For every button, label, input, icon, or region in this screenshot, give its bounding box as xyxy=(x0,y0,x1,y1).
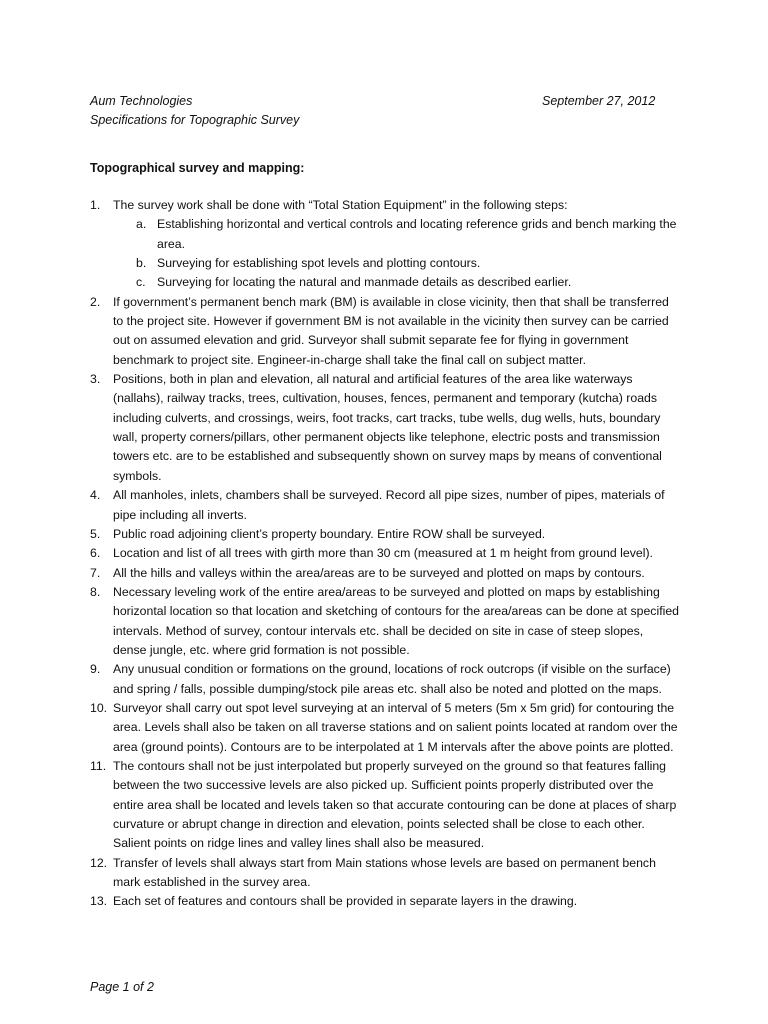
item-number: 2. xyxy=(90,294,101,309)
list-item xyxy=(90,564,680,583)
item-text: The contours shall not be just interpolated but properly surveyed on the ground so that features falling between the two successive levels are also picked up. Sufficient points properly distributed over the entire area shall be located and levels taken so that accurate contouring can be done at places of sharp curvature or abrupt change in direction and elevation, points selected shall be close to each other. Salient points on ridge lines and valley lines shall also be measured. xyxy=(113,758,677,851)
section-heading: Topographical survey and mapping: xyxy=(90,161,305,175)
item-text: Any unusual condition or formations on the ground, locations of rock outcrops (if visible on the surface) and spring / falls, possible dumping/stock pile areas etc. shall also be noted and plotted on the maps. xyxy=(113,662,671,696)
list-item xyxy=(90,699,680,757)
sub-list-item xyxy=(113,254,680,273)
item-text: The survey work shall be done with “Total Station Equipment” in the following steps: xyxy=(113,198,568,212)
item-number: 7. xyxy=(90,565,101,580)
item-text: Each set of features and contours shall be provided in separate layers in the drawing. xyxy=(113,894,578,909)
sub-item-text: Surveying for establishing spot levels and plotting contours. xyxy=(157,256,481,271)
sub-item-letter: b. xyxy=(136,256,147,271)
item-number: 10. xyxy=(90,700,108,715)
list-item xyxy=(90,196,680,293)
sub-list-item xyxy=(113,273,680,292)
sub-item-text: Surveying for locating the natural and manmade details as described earlier. xyxy=(157,275,572,290)
item-text: Public road adjoining client’s property boundary. Entire ROW shall be surveyed. xyxy=(113,526,546,541)
sub-item-text: Establishing horizontal and vertical controls and locating reference grids and bench marking the area. xyxy=(157,217,677,251)
list-item xyxy=(90,370,680,486)
item-text: All the hills and valleys within the area/areas are to be surveyed and plotted on maps by contours. xyxy=(113,565,645,580)
list-item xyxy=(90,757,680,854)
item-text: All manholes, inlets, chambers shall be surveyed. Record all pipe sizes, number of pipes, materials of pipe including all inverts. xyxy=(113,488,665,522)
sub-item-letter: a. xyxy=(136,217,147,232)
document-subject: Specifications for Topographic Survey xyxy=(90,113,300,127)
item-number: 4. xyxy=(90,488,101,503)
item-number: 11. xyxy=(90,758,107,773)
sub-item-letter: c. xyxy=(136,275,146,290)
item-text: Location and list of all trees with girth more than 30 cm (measured at 1 m height from ground level). xyxy=(113,546,653,561)
item-text: If government’s permanent bench mark (BM) is available in close vicinity, then that shall be transferred to the project site. However if government BM is not available in the vicinity then survey can be carried out on assumed elevation and grid. Surveyor shall submit separate fee for flying in government benchmark to project site. Engineer-in-charge shall take the final call on subject matter. xyxy=(113,294,669,367)
item-text: Surveyor shall carry out spot level surveying at an interval of 5 meters (5m x 5m grid) for contouring the area. Levels shall also be taken on all traverse stations and on salient points located at random over the area (ground points). Contours are to be interpolated at 1 M intervals after the above points are plotted. xyxy=(113,700,678,754)
item-number: 9. xyxy=(90,662,101,677)
item-number: 12. xyxy=(90,855,108,870)
item-text: Necessary leveling work of the entire area/areas to be surveyed and plotted on maps by establishing horizontal location so that location and sketching of contours for the area/areas can be done at specified intervals. Method of survey, contour intervals etc. shall be decided on site in case of steep slopes, dense jungle, etc. where grid formation is not possible. xyxy=(113,584,680,657)
list-item xyxy=(90,583,680,660)
company-name: Aum Technologies xyxy=(90,94,193,108)
list-item xyxy=(90,486,680,525)
item-number: 3. xyxy=(90,372,101,387)
item-text: Positions, both in plan and elevation, all natural and artificial features of the area like waterways (nallahs), railway tracks, trees, cultivation, houses, fences, permanent and temporary (kutcha) roads including culverts, and crossings, weirs, foot tracks, cart tracks, tube wells, dug wells, huts, boundary wall, property corners/pillars, other permanent objects like telephone, electric posts and transmission towers etc. are to be established and subsequently shown on survey maps by means of conventional symbols. xyxy=(113,372,662,483)
sub-list-item xyxy=(113,215,680,254)
list-item xyxy=(90,892,680,911)
item-number: 8. xyxy=(90,584,101,599)
item-number: 5. xyxy=(90,526,101,541)
list-item xyxy=(90,854,680,893)
list-item xyxy=(90,660,680,699)
item-number: 13. xyxy=(90,894,108,909)
list-item xyxy=(90,525,680,544)
list-item xyxy=(90,293,680,370)
sub-list xyxy=(113,215,680,292)
item-number: 1. xyxy=(90,198,101,212)
item-text: Transfer of levels shall always start from Main stations whose levels are based on permanent bench mark established in the survey area. xyxy=(113,855,656,890)
list-item xyxy=(90,544,680,563)
item-number: 6. xyxy=(90,546,101,561)
page-number: Page 1 of 2 xyxy=(90,980,154,994)
document-header xyxy=(90,92,299,130)
numbered-list xyxy=(90,196,680,912)
document-date: September 27, 2012 xyxy=(542,94,656,108)
